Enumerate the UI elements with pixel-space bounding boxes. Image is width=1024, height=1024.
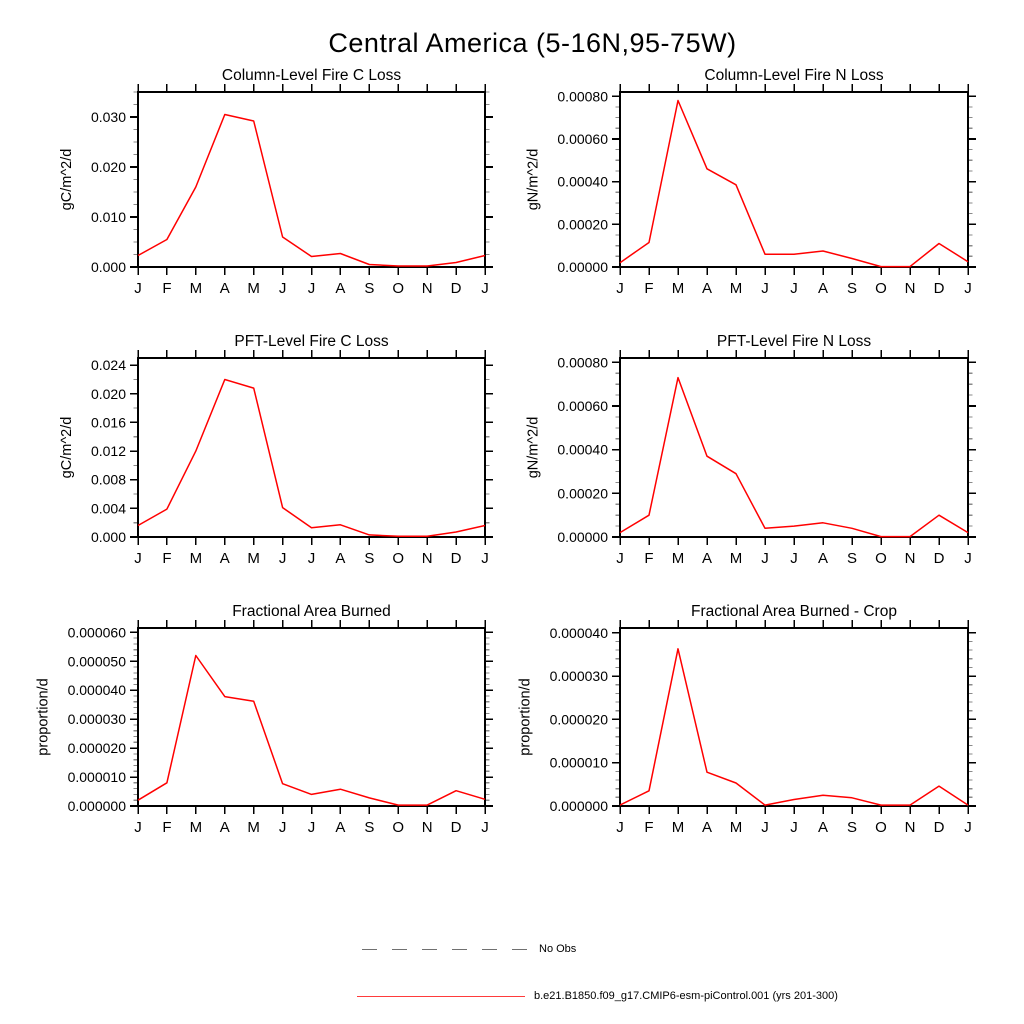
x-tick-label: N <box>904 550 916 567</box>
y-tick-label: 0.004 <box>90 500 126 517</box>
y-tick-label: 0.00060 <box>557 130 608 147</box>
y-tick-label: 0.000000 <box>67 798 126 814</box>
chart-title: Fractional Area Burned <box>232 603 391 620</box>
y-axis-label: gN/m^2/d <box>525 416 542 479</box>
plot-frame <box>620 358 968 537</box>
x-tick-label: J <box>790 280 798 297</box>
model-series-line <box>620 101 968 267</box>
y-tick-label: 0.00040 <box>557 441 608 458</box>
x-tick-label: J <box>481 819 489 836</box>
x-tick-label: A <box>335 550 346 567</box>
y-tick-label: 0.00040 <box>557 173 608 190</box>
y-axis-label: gC/m^2/d <box>59 416 75 479</box>
model-series-line <box>620 378 968 537</box>
x-tick-label: A <box>701 280 713 297</box>
x-tick-label: O <box>392 280 405 297</box>
x-tick-label: F <box>162 550 172 567</box>
y-axis-label: proportion/d <box>35 678 52 756</box>
x-tick-label: O <box>875 550 887 567</box>
y-tick-label: 0.000030 <box>549 668 608 685</box>
y-tick-label: 0.000040 <box>67 682 126 699</box>
x-tick-label: J <box>278 550 287 567</box>
x-tick-label: J <box>964 550 972 567</box>
chart-fractional-area-burned-crop <box>516 594 988 846</box>
model-series-line <box>138 380 485 537</box>
chart-column-fire-n-loss <box>516 58 988 307</box>
x-tick-label: J <box>307 819 316 836</box>
x-tick-label: M <box>729 280 743 297</box>
x-tick-label: A <box>219 550 230 567</box>
chart-svg <box>34 324 505 577</box>
y-tick-label: 0.00080 <box>557 88 608 105</box>
x-tick-label: D <box>450 550 462 567</box>
y-tick-label: 0.000010 <box>549 754 608 771</box>
y-tick-label: 0.000020 <box>67 740 126 757</box>
y-tick-label: 0.000050 <box>67 653 126 670</box>
x-tick-label: O <box>392 550 405 567</box>
x-tick-label: J <box>134 280 142 297</box>
x-tick-label: N <box>421 550 433 567</box>
model-series-line <box>620 649 968 805</box>
chart-title: Column-Level Fire C Loss <box>221 67 402 84</box>
y-tick-label: 0.000060 <box>67 624 126 641</box>
x-tick-label: J <box>790 550 798 567</box>
y-tick-label: 0.000 <box>90 259 126 275</box>
x-tick-label: J <box>278 819 287 836</box>
x-tick-label: J <box>761 550 769 567</box>
x-tick-label: A <box>701 550 713 567</box>
x-tick-label: J <box>964 819 972 836</box>
model-series-line <box>138 656 485 806</box>
chart-pft-fire-n-loss <box>516 324 988 577</box>
x-tick-label: O <box>392 819 405 836</box>
x-tick-label: D <box>933 280 945 297</box>
plot-frame <box>620 92 968 267</box>
chart-title: Column-Level Fire N Loss <box>704 67 884 84</box>
y-tick-label: 0.000030 <box>67 711 126 728</box>
x-tick-label: M <box>189 819 203 836</box>
x-tick-label: S <box>846 550 858 567</box>
y-tick-label: 0.030 <box>90 109 126 125</box>
x-tick-label: O <box>875 280 887 297</box>
y-tick-label: 0.024 <box>90 357 126 374</box>
x-tick-label: J <box>134 550 142 567</box>
x-tick-label: A <box>817 819 829 836</box>
y-tick-label: 0.00060 <box>557 398 608 415</box>
plot-frame <box>138 92 485 267</box>
y-tick-label: 0.000010 <box>67 769 126 786</box>
x-tick-label: M <box>729 819 743 836</box>
y-tick-label: 0.000 <box>90 529 126 545</box>
y-tick-label: 0.00020 <box>557 485 608 502</box>
x-tick-label: M <box>671 550 685 567</box>
y-axis-label: proportion/d <box>517 678 534 756</box>
x-tick-label: J <box>616 819 624 836</box>
x-tick-label: M <box>247 280 260 297</box>
model-line-sample <box>357 996 525 997</box>
x-tick-label: N <box>421 819 433 836</box>
y-tick-label: 0.000000 <box>549 798 608 814</box>
x-tick-label: S <box>364 819 375 836</box>
chart-svg <box>516 58 988 307</box>
x-tick-label: M <box>189 550 203 567</box>
plot-frame <box>138 358 485 537</box>
x-tick-label: J <box>616 280 624 297</box>
x-tick-label: J <box>761 819 769 836</box>
x-tick-label: A <box>701 819 713 836</box>
x-tick-label: F <box>644 550 654 567</box>
plot-frame <box>620 628 968 806</box>
x-tick-label: M <box>247 819 260 836</box>
x-tick-label: J <box>790 819 798 836</box>
x-tick-label: A <box>335 280 346 297</box>
x-tick-label: A <box>817 550 829 567</box>
legend-model-series <box>357 990 838 1002</box>
x-tick-label: S <box>846 280 858 297</box>
x-tick-label: D <box>450 819 462 836</box>
y-axis-label: gC/m^2/d <box>59 148 75 211</box>
chart-column-fire-c-loss <box>34 58 505 307</box>
x-tick-label: J <box>616 550 624 567</box>
chart-svg <box>34 58 505 307</box>
no-obs-label: No Obs <box>539 943 577 955</box>
x-tick-label: J <box>964 280 972 297</box>
y-tick-label: 0.00080 <box>557 354 608 371</box>
y-tick-label: 0.000020 <box>549 711 608 728</box>
y-tick-label: 0.012 <box>90 443 126 460</box>
x-tick-label: A <box>817 280 829 297</box>
chart-title: Fractional Area Burned - Crop <box>691 603 897 620</box>
x-tick-label: D <box>933 819 945 836</box>
chart-svg <box>516 324 988 577</box>
x-tick-label: F <box>644 280 654 297</box>
x-tick-label: N <box>904 280 916 297</box>
x-tick-label: J <box>278 280 287 297</box>
x-tick-label: D <box>450 280 462 297</box>
y-tick-label: 0.016 <box>90 414 126 431</box>
x-tick-label: F <box>162 819 172 836</box>
y-tick-label: 0.010 <box>90 209 126 225</box>
model-series-label: b.e21.B1850.f09_g17.CMIP6-esm-piControl.001 (yrs 201-300) <box>534 990 838 1002</box>
x-tick-label: F <box>162 280 172 297</box>
x-tick-label: N <box>421 280 433 297</box>
no-obs-line-sample <box>362 949 530 950</box>
x-tick-label: J <box>134 819 142 836</box>
x-tick-label: A <box>219 280 230 297</box>
x-tick-label: S <box>364 550 375 567</box>
chart-svg <box>34 594 505 846</box>
model-series-line <box>138 115 485 267</box>
chart-title: PFT-Level Fire N Loss <box>716 333 872 350</box>
chart-fractional-area-burned <box>34 594 505 846</box>
x-tick-label: N <box>904 819 916 836</box>
x-tick-label: J <box>307 280 316 297</box>
x-tick-label: J <box>761 280 769 297</box>
x-tick-label: J <box>307 550 316 567</box>
plot-frame <box>138 628 485 806</box>
x-tick-label: A <box>335 819 346 836</box>
x-tick-label: J <box>481 280 489 297</box>
y-tick-label: 0.000040 <box>549 624 608 641</box>
chart-title: PFT-Level Fire C Loss <box>234 333 389 350</box>
x-tick-label: M <box>247 550 260 567</box>
legend-no-obs <box>362 943 576 955</box>
y-tick-label: 0.00000 <box>557 529 608 545</box>
x-tick-label: S <box>364 280 375 297</box>
x-tick-label: O <box>875 819 887 836</box>
y-tick-label: 0.020 <box>90 385 126 402</box>
chart-svg <box>516 594 988 846</box>
x-tick-label: D <box>933 550 945 567</box>
y-tick-label: 0.00020 <box>557 216 608 233</box>
x-tick-label: M <box>189 280 203 297</box>
x-tick-label: S <box>846 819 858 836</box>
x-tick-label: M <box>671 819 685 836</box>
x-tick-label: M <box>729 550 743 567</box>
page-title: Central America (5-16N,95-75W) <box>328 28 737 58</box>
y-tick-label: 0.020 <box>90 159 126 175</box>
x-tick-label: A <box>219 819 230 836</box>
chart-pft-fire-c-loss <box>34 324 505 577</box>
y-tick-label: 0.00000 <box>557 259 608 275</box>
x-tick-label: J <box>481 550 489 567</box>
y-tick-label: 0.008 <box>90 471 126 488</box>
x-tick-label: F <box>644 819 654 836</box>
x-tick-label: M <box>671 280 685 297</box>
y-axis-label: gN/m^2/d <box>525 148 542 211</box>
